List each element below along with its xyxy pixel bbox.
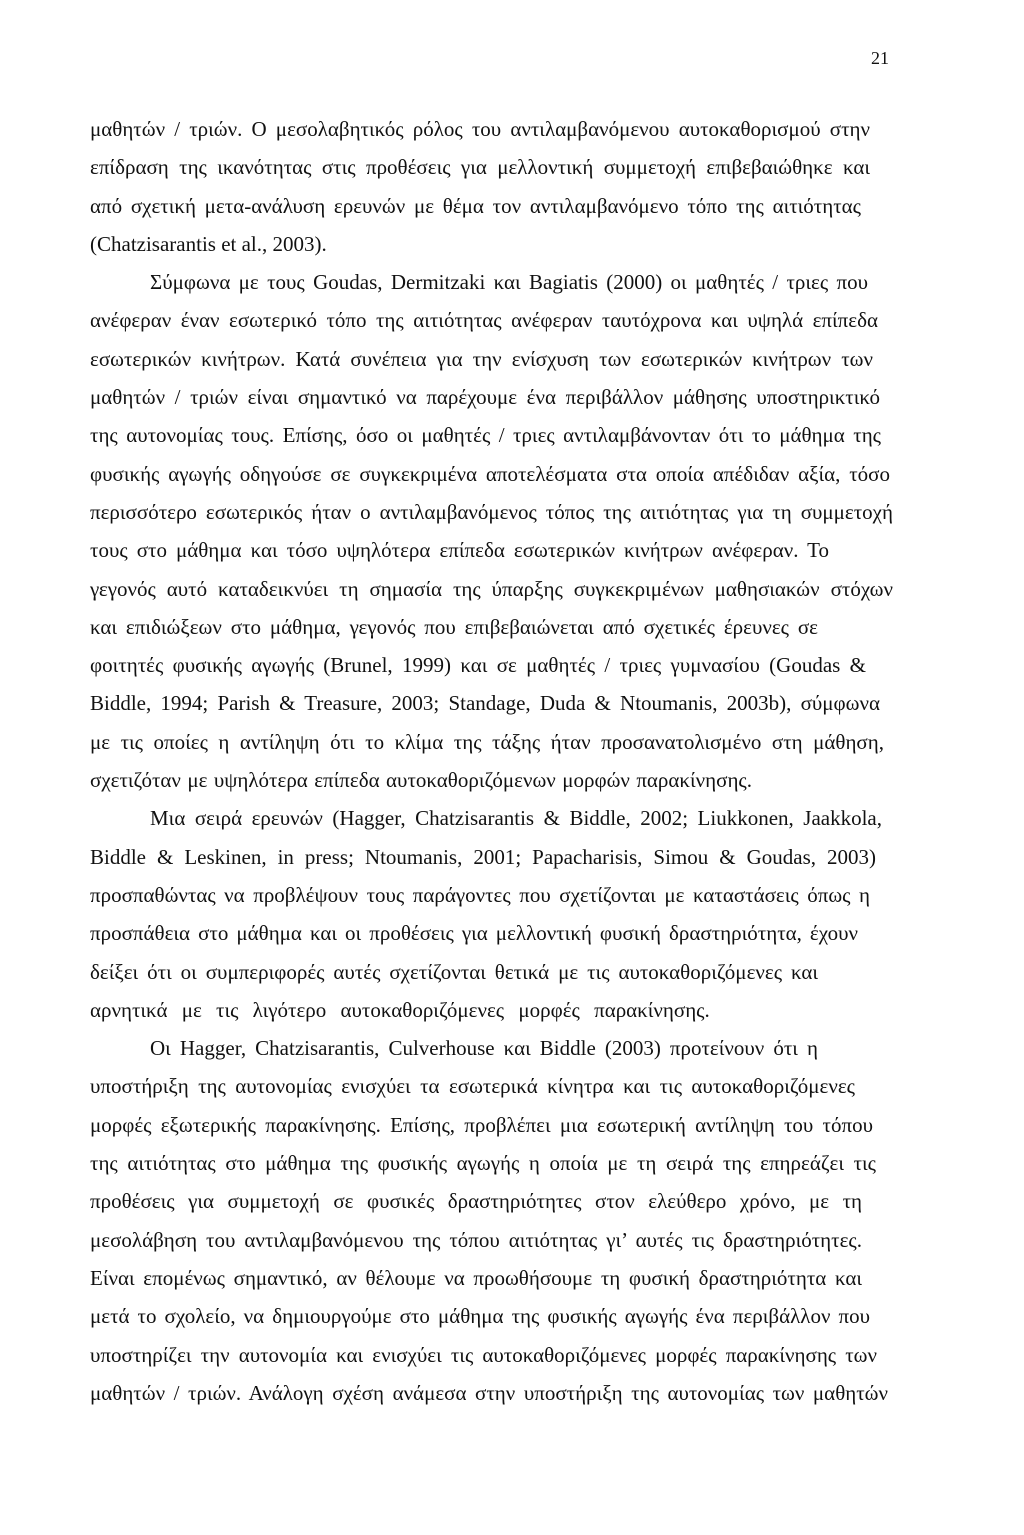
text-line: γεγονός αυτό καταδεικνύει τη σημασία της ύπαρξης συγκεκριμένων μαθησιακών στόχων (90, 576, 893, 601)
text-line: μετά το σχολείο, να δημιουργούμε στο μάθημα της φυσικής αγωγής ένα περιβάλλον που (90, 1304, 870, 1329)
text-line: ανέφεραν έναν εσωτερικό τόπο της αιτιότητας ανέφεραν ταυτόχρονα και υψηλά επίπεδα (90, 308, 878, 333)
text-line: σχετιζόταν με υψηλότερα επίπεδα αυτοκαθοριζόμενων μορφών παρακίνησης. (90, 768, 752, 793)
text-line: φοιτητές φυσικής αγωγής (Brunel, 1999) και σε μαθητές / τριες γυμνασίου (Goudas & (90, 653, 866, 678)
text-line: Οι Hagger, Chatzisarantis, Culverhouse και Biddle (2003) προτείνουν ότι η (150, 1036, 818, 1061)
text-line: Είναι επομένως σημαντικό, αν θέλουμε να προωθήσουμε τη φυσική δραστηριότητα και (90, 1265, 862, 1290)
text-line: προσπάθεια στο μάθημα και οι προθέσεις για μελλοντική φυσική δραστηριότητα, έχουν (90, 921, 858, 946)
text-line: περισσότερο εσωτερικός ήταν ο αντιλαμβανόμενος τόπος της αιτιότητας για τη συμμετοχή (90, 499, 893, 524)
text-line: μεσολάβηση του αντιλαμβανόμενου της τόπου αιτιότητας γι’ αυτές τις δραστηριότητες. (90, 1227, 862, 1252)
text-line: μορφές εξωτερικής παρακίνησης. Επίσης, προβλέπει μια εσωτερική αντίληψη του τόπου (90, 1112, 873, 1137)
text-line: Σύμφωνα με τους Goudas, Dermitzaki και Bagiatis (2000) οι μαθητές / τριες που (150, 270, 868, 295)
paragraph (90, 799, 970, 1029)
text-line: προθέσεις για συμμετοχή σε φυσικές δραστηριότητες στον ελεύθερο χρόνο, με τη (90, 1189, 862, 1214)
text-line: μαθητών / τριών. Ο μεσολαβητικός ρόλος του αντιλαμβανόμενου αυτοκαθορισμού στην (90, 117, 870, 141)
text-line: Μια σειρά ερευνών (Hagger, Chatzisarantis & Biddle, 2002; Liukkonen, Jaakkola, (150, 806, 882, 831)
text-line: μαθητών / τριών. Ανάλογη σχέση ανάμεσα στην υποστήριξη της αυτονομίας των μαθητών (90, 1380, 888, 1405)
text-line: Biddle, 1994; Parish & Treasure, 2003; Standage, Duda & Ntoumanis, 2003b), σύμφωνα (90, 691, 880, 716)
text-line: από σχετική μετα-ανάλυση ερευνών με θέμα τον αντιλαμβανόμενο τόπο της αιτιότητας (90, 193, 861, 218)
body-text (90, 110, 970, 1412)
text-line: προσπαθώντας να προβλέψουν τους παράγοντες που σχετίζονται με καταστάσεις όπως η (90, 882, 870, 907)
text-line: της αυτονομίας τους. Επίσης, όσο οι μαθητές / τριες αντιλαμβάνονταν ότι το μάθημα της (90, 423, 881, 448)
text-line: υποστήριξη της αυτονομίας ενισχύει τα εσωτερικά κίνητρα και τις αυτοκαθοριζόμενες (90, 1074, 855, 1099)
text-line: φυσικής αγωγής οδηγούσε σε συγκεκριμένα αποτελέσματα στα οποία απέδιδαν αξία, τόσο (90, 461, 890, 486)
text-line: (Chatzisarantis et al., 2003). (90, 231, 327, 256)
paragraph (90, 110, 970, 263)
paragraph (90, 1259, 970, 1412)
text-line: της αιτιότητας στο μάθημα της φυσικής αγωγής η οποία με τη σειρά της επηρεάζει τις (90, 1151, 876, 1176)
text-line: εσωτερικών κινήτρων. Κατά συνέπεια για την ενίσχυση των εσωτερικών κινήτρων των (90, 346, 873, 371)
text-line: Biddle & Leskinen, in press; Ntoumanis, 2001; Papacharisis, Simou & Goudas, 2003) (90, 844, 876, 869)
page-number: 21 (871, 48, 889, 68)
text-line: με τις οποίες η αντίληψη ότι το κλίμα της τάξης ήταν προσανατολισμένο στη μάθηση, (90, 729, 884, 754)
text-line: και επιδιώξεων στο μάθημα, γεγονός που επιβεβαιώνεται από σχετικές έρευνες σε (90, 614, 818, 639)
text-line: μαθητών / τριών είναι σημαντικό να παρέχουμε ένα περιβάλλον μάθησης υποστηρικτικό (90, 385, 880, 410)
paragraph (90, 1029, 970, 1259)
text-line: υποστηρίζει την αυτονομία και ενισχύει τις αυτοκαθοριζόμενες μορφές παρακίνησης των (90, 1342, 877, 1367)
text-line: δείξει ότι οι συμπεριφορές αυτές σχετίζονται θετικά με τις αυτοκαθοριζόμενες και (90, 959, 818, 984)
text-line: επίδραση της ικανότητας στις προθέσεις για μελλοντική συμμετοχή επιβεβαιώθηκε και (90, 155, 870, 180)
text-line: τους στο μάθημα και τόσο υψηλότερα επίπεδα εσωτερικών κινήτρων ανέφεραν. Το (90, 538, 829, 563)
paragraph (90, 263, 970, 799)
text-line: αρνητικά με τις λιγότερο αυτοκαθοριζόμενες μορφές παρακίνησης. (90, 997, 710, 1022)
